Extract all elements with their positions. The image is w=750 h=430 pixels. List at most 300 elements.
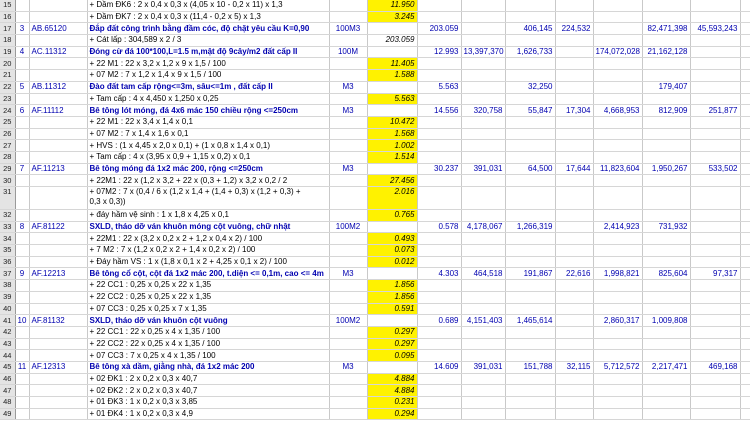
cell-col11[interactable] [593,175,642,187]
unit-cell[interactable] [329,35,367,47]
item-number-cell[interactable] [15,187,29,210]
unit-cell[interactable] [329,338,367,350]
unit-cell[interactable] [329,58,367,70]
cell-col10[interactable]: 32,115 [555,361,593,373]
unit-cell[interactable] [329,326,367,338]
cell-col10[interactable] [555,291,593,303]
description-cell[interactable]: + 22 M1 : 22 x 3,4 x 1,4 x 0,1 [87,116,329,128]
cell-col11[interactable] [593,116,642,128]
cell-col10[interactable]: 224,532 [555,23,593,35]
cell-col8[interactable] [461,350,505,362]
description-cell[interactable]: + 22 CC1 : 0,25 x 0,25 x 22 x 1,35 [87,280,329,292]
description-cell[interactable]: Bê tông xà dầm, giằng nhà, đá 1x2 mác 200 [87,361,329,373]
row-header[interactable]: 29 [0,163,15,175]
cell-col7[interactable]: 14.556 [417,105,461,117]
cell-col10[interactable] [555,175,593,187]
work-code-cell[interactable] [29,338,87,350]
unit-cell[interactable]: 100M [329,46,367,58]
item-number-cell[interactable]: 5 [15,81,29,93]
cell-col11[interactable] [593,58,642,70]
item-number-cell[interactable] [15,0,29,11]
cell-col14[interactable] [740,280,750,292]
cell-col13[interactable] [690,58,740,70]
cell-col12[interactable]: 1,950,267 [642,163,690,175]
row-header[interactable]: 28 [0,151,15,163]
cell-col13[interactable] [690,81,740,93]
cell-col14[interactable] [740,0,750,11]
cell-col9[interactable] [505,0,555,11]
unit-cell[interactable] [329,408,367,420]
description-cell[interactable]: Bê tông móng đá 1x2 mác 200, rộng <=250cm [87,163,329,175]
cell-col14[interactable] [740,70,750,82]
work-code-cell[interactable] [29,385,87,397]
cell-col7[interactable]: 0.689 [417,315,461,327]
cell-col8[interactable]: 464,518 [461,268,505,280]
cell-col8[interactable] [461,187,505,210]
description-cell[interactable]: + Dầm ĐK7 : 2 x 0,4 x 0,3 x (11,4 - 0,2 x 5) x 1,3 [87,11,329,23]
cell-col11[interactable] [593,35,642,47]
work-code-cell[interactable]: AB.11312 [29,81,87,93]
cell-col14[interactable] [740,326,750,338]
row-header[interactable]: 16 [0,11,15,23]
description-cell[interactable]: + HVS : (1 x 4,45 x 2,0 x 0,1) + (1 x 0,8 x 1,4 x 0,1) [87,140,329,152]
item-number-cell[interactable] [15,70,29,82]
cell-col7[interactable] [417,350,461,362]
row-header[interactable]: 32 [0,210,15,222]
description-cell[interactable]: + 07 CC3 : 7 x 0,25 x 4 x 1,35 / 100 [87,350,329,362]
cell-col11[interactable] [593,373,642,385]
cell-col10[interactable] [555,46,593,58]
quantity-cell[interactable]: 0.095 [367,350,417,362]
cell-col8[interactable] [461,233,505,245]
work-code-cell[interactable]: AF.12213 [29,268,87,280]
cell-col12[interactable] [642,175,690,187]
item-number-cell[interactable]: 4 [15,46,29,58]
item-number-cell[interactable] [15,175,29,187]
cell-col14[interactable] [740,151,750,163]
cell-col9[interactable] [505,280,555,292]
cell-col8[interactable] [461,23,505,35]
cell-col13[interactable] [690,280,740,292]
cell-col7[interactable] [417,93,461,105]
cell-col9[interactable]: 32,250 [505,81,555,93]
cell-col10[interactable] [555,303,593,315]
cell-col12[interactable]: 2,217,471 [642,361,690,373]
cell-col12[interactable] [642,70,690,82]
cell-col9[interactable] [505,338,555,350]
work-code-cell[interactable] [29,397,87,409]
row-header[interactable]: 21 [0,70,15,82]
cell-col10[interactable]: 17,644 [555,163,593,175]
cell-col9[interactable] [505,93,555,105]
cell-col11[interactable] [593,338,642,350]
cell-col12[interactable] [642,151,690,163]
quantity-cell[interactable]: 0.765 [367,210,417,222]
cell-col12[interactable]: 1,009,808 [642,315,690,327]
cell-col14[interactable] [740,11,750,23]
cell-col12[interactable] [642,58,690,70]
cell-col8[interactable]: 320,758 [461,105,505,117]
cell-col7[interactable]: 30.237 [417,163,461,175]
description-cell[interactable]: Đắp đất công trình bằng đầm cóc, độ chặt yêu cầu K=0,90 [87,23,329,35]
cell-col11[interactable] [593,70,642,82]
item-number-cell[interactable] [15,151,29,163]
cell-col10[interactable] [555,70,593,82]
cell-col7[interactable] [417,397,461,409]
cell-col7[interactable] [417,187,461,210]
cell-col12[interactable]: 731,932 [642,221,690,233]
quantity-cell[interactable]: 0.297 [367,326,417,338]
quantity-cell[interactable] [367,361,417,373]
quantity-cell[interactable] [367,315,417,327]
item-number-cell[interactable] [15,385,29,397]
cell-col9[interactable]: 191,867 [505,268,555,280]
cell-col11[interactable] [593,280,642,292]
cell-col10[interactable]: 17,304 [555,105,593,117]
quantity-cell[interactable]: 4.884 [367,373,417,385]
cell-col11[interactable]: 11,823,604 [593,163,642,175]
cell-col7[interactable] [417,175,461,187]
cell-col12[interactable] [642,0,690,11]
unit-cell[interactable]: M3 [329,268,367,280]
description-cell[interactable]: + 22 M1 : 22 x 3,2 x 1,2 x 9 x 1,5 / 100 [87,58,329,70]
row-header[interactable]: 22 [0,81,15,93]
cell-col13[interactable] [690,128,740,140]
cell-col9[interactable]: 1,465,614 [505,315,555,327]
quantity-cell[interactable]: 0.493 [367,233,417,245]
cell-col9[interactable] [505,373,555,385]
cell-col9[interactable] [505,350,555,362]
cell-col7[interactable] [417,140,461,152]
row-header[interactable]: 41 [0,315,15,327]
row-header[interactable]: 27 [0,140,15,152]
cell-col10[interactable]: 22,616 [555,268,593,280]
cell-col14[interactable] [740,408,750,420]
row-header[interactable]: 43 [0,338,15,350]
description-cell[interactable]: + Tam cấp : 4 x (3,95 x 0,9 + 1,15 x 0,2) x 0,1 [87,151,329,163]
cell-col9[interactable] [505,233,555,245]
unit-cell[interactable]: M3 [329,163,367,175]
quantity-cell[interactable] [367,105,417,117]
item-number-cell[interactable] [15,93,29,105]
unit-cell[interactable]: M3 [329,105,367,117]
row-header[interactable]: 31 [0,187,15,210]
unit-cell[interactable]: 100M2 [329,221,367,233]
cell-col11[interactable]: 2,414,923 [593,221,642,233]
cell-col12[interactable]: 812,909 [642,105,690,117]
row-header[interactable]: 38 [0,280,15,292]
unit-cell[interactable] [329,93,367,105]
description-cell[interactable] [87,187,329,210]
description-cell[interactable]: SXLD, tháo dỡ ván khuôn cột vuông [87,315,329,327]
description-cell[interactable]: + 07 M2 : 7 x 1,4 x 1,6 x 0,1 [87,128,329,140]
work-code-cell[interactable] [29,303,87,315]
cell-col9[interactable] [505,35,555,47]
cell-col7[interactable] [417,58,461,70]
unit-cell[interactable] [329,280,367,292]
cell-col11[interactable] [593,303,642,315]
description-cell[interactable]: + 22 CC2 : 0,25 x 0,25 x 22 x 1,35 [87,291,329,303]
description-cell[interactable]: SXLD, tháo dỡ ván khuôn móng cột vuông, chữ nhật [87,221,329,233]
work-code-cell[interactable] [29,70,87,82]
item-number-cell[interactable] [15,280,29,292]
row-header[interactable]: 49 [0,408,15,420]
cell-col11[interactable] [593,245,642,257]
cell-col13[interactable] [690,187,740,210]
cell-col14[interactable] [740,35,750,47]
description-cell[interactable]: + 07 CC3 : 0,25 x 0,25 x 7 x 1,35 [87,303,329,315]
cell-col14[interactable] [740,116,750,128]
cell-col7[interactable] [417,373,461,385]
quantity-cell[interactable] [367,46,417,58]
unit-cell[interactable] [329,373,367,385]
cell-col8[interactable] [461,338,505,350]
row-header[interactable]: 25 [0,116,15,128]
cell-col9[interactable]: 64,500 [505,163,555,175]
work-code-cell[interactable]: AF.12313 [29,361,87,373]
cell-col9[interactable]: 151,788 [505,361,555,373]
cell-col9[interactable] [505,175,555,187]
cell-col14[interactable] [740,385,750,397]
row-header[interactable]: 18 [0,35,15,47]
cell-col10[interactable] [555,187,593,210]
cell-col7[interactable]: 14.609 [417,361,461,373]
work-code-cell[interactable] [29,175,87,187]
quantity-cell[interactable]: 0.231 [367,397,417,409]
cell-col9[interactable] [505,116,555,128]
cell-col8[interactable] [461,408,505,420]
description-cell[interactable]: Bê tông lót móng, đá 4x6 mác 150 chiều rộng <=250cm [87,105,329,117]
unit-cell[interactable] [329,350,367,362]
cell-col12[interactable]: 179,407 [642,81,690,93]
quantity-cell[interactable]: 1.002 [367,140,417,152]
unit-cell[interactable] [329,175,367,187]
cell-col14[interactable] [740,315,750,327]
cell-col13[interactable] [690,350,740,362]
quantity-cell[interactable] [367,221,417,233]
quantity-cell[interactable]: 1.514 [367,151,417,163]
item-number-cell[interactable]: 3 [15,23,29,35]
cell-col9[interactable] [505,303,555,315]
description-cell[interactable]: + Đáy hầm VS : 1 x (1,8 x 0,1 x 2 + 4,25 x 0,1 x 2) / 100 [87,256,329,268]
cell-col8[interactable] [461,58,505,70]
cell-col8[interactable] [461,151,505,163]
cell-col7[interactable]: 0.578 [417,221,461,233]
cell-col11[interactable] [593,81,642,93]
cell-col11[interactable] [593,385,642,397]
cell-col12[interactable] [642,338,690,350]
row-header[interactable]: 15 [0,0,15,11]
quantity-cell[interactable]: 0.297 [367,338,417,350]
cell-col7[interactable] [417,408,461,420]
row-header[interactable]: 17 [0,23,15,35]
cell-col8[interactable] [461,70,505,82]
cell-col11[interactable]: 174,072,028 [593,46,642,58]
cell-col7[interactable] [417,233,461,245]
cell-col9[interactable] [505,397,555,409]
quantity-cell[interactable]: 1.568 [367,128,417,140]
description-cell[interactable]: + 02 ĐK2 : 2 x 0,2 x 0,3 x 40,7 [87,385,329,397]
cell-col8[interactable]: 4,178,067 [461,221,505,233]
quantity-cell[interactable]: 0.073 [367,245,417,257]
cell-col14[interactable] [740,23,750,35]
description-cell[interactable]: + 01 ĐK4 : 1 x 0,2 x 0,3 x 4,9 [87,408,329,420]
cell-col7[interactable] [417,210,461,222]
cell-col14[interactable] [740,163,750,175]
cell-col8[interactable] [461,11,505,23]
cell-col10[interactable] [555,338,593,350]
description-cell[interactable]: + 22M1 : 22 x (1,2 x 3,2 + 22 x (0,3 + 1,2) x 3,2 x 0,2 / 2 [87,175,329,187]
description-cell[interactable]: + Tam cấp : 4 x 4,450 x 1,250 x 0,25 [87,93,329,105]
cell-col14[interactable] [740,361,750,373]
cell-col11[interactable] [593,210,642,222]
cell-col12[interactable] [642,233,690,245]
cell-col9[interactable] [505,58,555,70]
cell-col7[interactable] [417,70,461,82]
work-code-cell[interactable]: AF.81122 [29,221,87,233]
cell-col13[interactable] [690,11,740,23]
cell-col10[interactable] [555,280,593,292]
cell-col7[interactable] [417,116,461,128]
item-number-cell[interactable]: 10 [15,315,29,327]
row-header[interactable]: 44 [0,350,15,362]
work-code-cell[interactable] [29,151,87,163]
cell-col7[interactable] [417,0,461,11]
cell-col11[interactable] [593,291,642,303]
cell-col8[interactable]: 391,031 [461,163,505,175]
work-code-cell[interactable] [29,128,87,140]
work-code-cell[interactable] [29,210,87,222]
cell-col14[interactable] [740,210,750,222]
quantity-cell[interactable] [367,23,417,35]
unit-cell[interactable] [329,397,367,409]
cell-col8[interactable] [461,291,505,303]
cell-col11[interactable] [593,0,642,11]
cell-col10[interactable] [555,408,593,420]
cell-col9[interactable] [505,70,555,82]
cell-col14[interactable] [740,140,750,152]
cell-col13[interactable] [690,93,740,105]
cell-col12[interactable] [642,350,690,362]
row-header[interactable]: 36 [0,256,15,268]
cell-col7[interactable] [417,35,461,47]
cell-col13[interactable] [690,151,740,163]
item-number-cell[interactable] [15,116,29,128]
cell-col10[interactable] [555,221,593,233]
cell-col11[interactable] [593,397,642,409]
cell-col7[interactable] [417,245,461,257]
cell-col7[interactable] [417,338,461,350]
cell-col7[interactable]: 4.303 [417,268,461,280]
cell-col13[interactable] [690,303,740,315]
cell-col9[interactable] [505,385,555,397]
item-number-cell[interactable] [15,140,29,152]
cell-col7[interactable]: 203.059 [417,23,461,35]
row-header[interactable]: 30 [0,175,15,187]
cell-col13[interactable]: 251,877 [690,105,740,117]
cell-col8[interactable]: 13,397,370 [461,46,505,58]
work-code-cell[interactable]: AB.65120 [29,23,87,35]
row-header[interactable]: 23 [0,93,15,105]
unit-cell[interactable] [329,256,367,268]
cell-col10[interactable] [555,116,593,128]
work-code-cell[interactable] [29,233,87,245]
item-number-cell[interactable]: 8 [15,221,29,233]
cell-col8[interactable] [461,93,505,105]
cell-col10[interactable] [555,385,593,397]
row-header[interactable]: 45 [0,361,15,373]
cell-col11[interactable] [593,23,642,35]
cell-col8[interactable] [461,35,505,47]
row-header[interactable]: 47 [0,385,15,397]
cell-col8[interactable] [461,326,505,338]
cell-col13[interactable] [690,315,740,327]
row-header[interactable]: 37 [0,268,15,280]
row-header[interactable]: 24 [0,105,15,117]
quantity-cell[interactable]: 0.591 [367,303,417,315]
unit-cell[interactable] [329,0,367,11]
row-header[interactable]: 33 [0,221,15,233]
cell-col10[interactable] [555,93,593,105]
cell-col14[interactable] [740,81,750,93]
cell-col10[interactable] [555,81,593,93]
cell-col13[interactable]: 469,168 [690,361,740,373]
cell-col14[interactable] [740,303,750,315]
cell-col12[interactable]: 21,162,128 [642,46,690,58]
work-code-cell[interactable] [29,291,87,303]
work-code-cell[interactable] [29,245,87,257]
cell-col11[interactable]: 1,998,821 [593,268,642,280]
row-header[interactable]: 39 [0,291,15,303]
cell-col10[interactable] [555,11,593,23]
work-code-cell[interactable] [29,326,87,338]
quantity-cell[interactable] [367,163,417,175]
cell-col13[interactable] [690,256,740,268]
row-header[interactable]: 20 [0,58,15,70]
cell-col10[interactable] [555,326,593,338]
cell-col8[interactable] [461,128,505,140]
cell-col13[interactable] [690,385,740,397]
description-cell[interactable]: Đóng cừ đá 100*100,L=1.5 m,mật độ 9cây/m2 đất cấp II [87,46,329,58]
cell-col7[interactable] [417,280,461,292]
cell-col11[interactable] [593,408,642,420]
quantity-cell[interactable]: 203.059 [367,35,417,47]
item-number-cell[interactable]: 9 [15,268,29,280]
cell-col8[interactable] [461,256,505,268]
cell-col14[interactable] [740,187,750,210]
cell-col13[interactable] [690,397,740,409]
work-code-cell[interactable] [29,373,87,385]
cell-col9[interactable] [505,408,555,420]
quantity-cell[interactable]: 3.245 [367,11,417,23]
description-cell[interactable]: + 07 M2 : 7 x 1,2 x 1,4 x 9 x 1,5 / 100 [87,70,329,82]
cell-col8[interactable] [461,140,505,152]
cell-col13[interactable] [690,326,740,338]
unit-cell[interactable] [329,245,367,257]
quantity-cell[interactable] [367,81,417,93]
cell-col14[interactable] [740,397,750,409]
unit-cell[interactable] [329,233,367,245]
item-number-cell[interactable] [15,408,29,420]
cell-col14[interactable] [740,256,750,268]
cell-col14[interactable] [740,245,750,257]
cell-col9[interactable] [505,326,555,338]
cell-col9[interactable] [505,140,555,152]
quantity-cell[interactable]: 11.405 [367,58,417,70]
cell-col14[interactable] [740,93,750,105]
cell-col14[interactable] [740,58,750,70]
cell-col13[interactable] [690,233,740,245]
